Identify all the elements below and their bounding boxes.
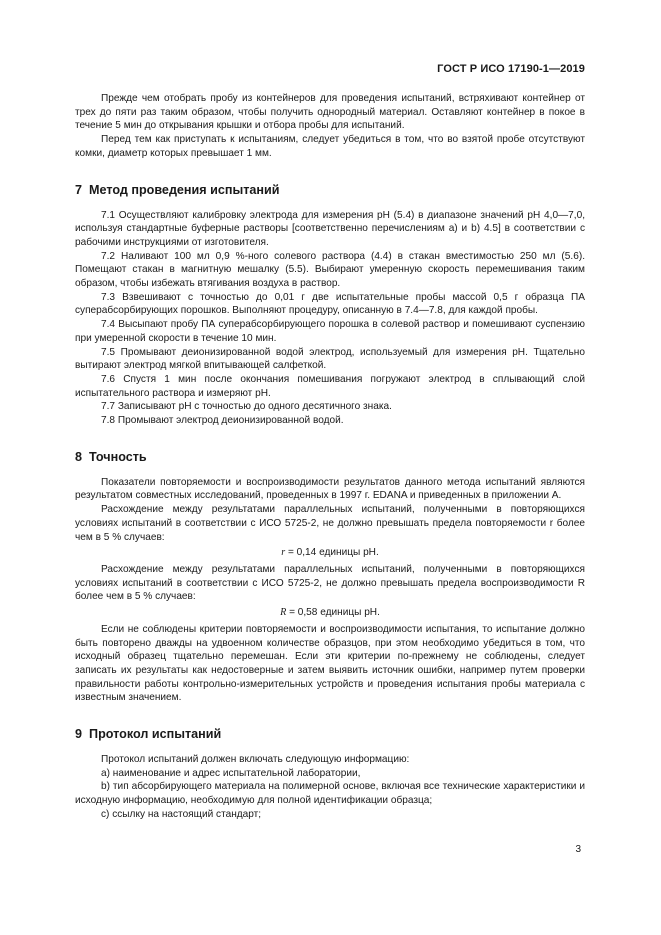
formula-reproducibility-variable: R (280, 607, 287, 619)
clause-7-2: 7.2 Наливают 100 мл 0,9 %-ного солевого раствора (4.4) в стакан вместимостью 250 мл (5.6). Помещают стакан в магнитную мешалку (5.5). Выбирают умеренную скорость перемешивания таким образом, чтобы избежать втягивания воздуха в раствор. (75, 250, 585, 290)
clause-7-3: 7.3 Взвешивают с точностью до 0,01 г две испытательные пробы массой 0,5 г образца ПА суперабсорбирующих порошков. Выполняют процедуру, описанную в 7.4—7.8, для каждой пробы. (75, 291, 585, 317)
formula-reproducibility-value: = 0,58 единицы pH. (286, 607, 380, 619)
section-8-number: 8 (75, 449, 83, 464)
document-code: ГОСТ Р ИСО 17190-1—2019 (437, 63, 585, 75)
clause-7-8: 7.8 Промывают электрод деионизированной водой. (101, 415, 344, 427)
section-9-number: 9 (75, 727, 83, 742)
formula-reproducibility (75, 606, 585, 620)
section-8-heading (75, 450, 585, 464)
section-8-title: Точность (89, 449, 147, 464)
clause-7-7: 7.7 Записывают pH с точностью до одного десятичного знака. (101, 401, 392, 413)
section-7-title: Метод проведения испытаний (89, 182, 280, 197)
clause-7-1: 7.1 Осуществляют калибровку электрода для измерения pH (5.4) в диапазоне значений pH 4,0—7,0, используя стандартные буферные растворы [соответственно перечислениям a) и b) 4.5] в соответствии с рабочими инструкциями от изготовителя. (75, 209, 585, 248)
section-7-number: 7 (75, 182, 83, 197)
clause-7-4: 7.4 Высыпают пробу ПА суперабсорбирующего порошка в солевой раствор и помешивают суспензию при умеренной скорости в течение 10 мин. (75, 319, 585, 344)
report-item-b: b) тип абсорбирующего материала на полимерной основе, включая все технические характеристики и исходную информацию, необходимую для полной идентификации образца; (75, 781, 585, 807)
section-7-heading (75, 183, 585, 197)
formula-repeatability-variable: r (281, 547, 286, 559)
report-lead: Протокол испытаний должен включать следующую информацию: (101, 754, 410, 766)
intro-paragraph-1: Прежде чем отобрать пробу из контейнеров для проведения испытаний, встряхивают контейнер от трех до пяти раз таким образом, чтобы получить однородный материал. Оставляют контейнер в покое в течение 5 мин до открывания крышки и отбора пробы для испытаний. (75, 93, 585, 132)
formula-repeatability (75, 546, 585, 560)
precision-paragraph-1: Показатели повторяемости и воспроизводимости результатов данного метода испытаний являются результатом совместных исследований, проведенных в 1997 г. EDANA и приведенных в приложении А. (75, 476, 585, 502)
precision-paragraph-3: Расхождение между результатами параллельных испытаний, полученными в повторяющихся условиях испытаний в соответствии с ИСО 5725-2, не должно превышать предела воспроизводимости R более чем в 5 % случаев: (75, 563, 585, 603)
precision-paragraph-4: Если не соблюдены критерии повторяемости и воспроизводимости испытания, то испытание должно быть повторено дважды на удвоенном количестве образцов, при этом необходимо убедиться в том, что исходный образец тщательно перемешан. Если эти критерии по-прежнему не соблюдены, следует записать их результаты как недостоверные и затем выявить источник ошибки, например путем проверки правильности работы контрольно-измерительных устройств и проведения испытания пробы материала с известным значением. (75, 623, 585, 704)
report-item-a: a) наименование и адрес испытательной лаборатории, (101, 767, 361, 779)
page-number: 3 (575, 844, 581, 855)
intro-paragraph-2: Перед тем как приступать к испытаниям, следует убедиться в том, что во взятой пробе отсутствуют комки, диаметр которых превышает 1 мм. (75, 134, 585, 159)
section-9-title: Протокол испытаний (89, 727, 222, 742)
clause-7-5: 7.5 Промывают деионизированной водой электрод, используемый для измерения pH. Тщательно вытирают электрод мягкой впитывающей салфеткой. (75, 346, 585, 372)
page-body (75, 92, 585, 822)
report-item-c: c) ссылку на настоящий стандарт; (101, 808, 262, 820)
clause-7-6: 7.6 Спустя 1 мин после окончания помешивания погружают электрод в сплывающий слой испытательного раствора и измеряют pH. (75, 373, 585, 399)
section-9-heading (75, 727, 585, 741)
precision-paragraph-2: Расхождение между результатами параллельных испытаний, полученными в повторяющихся условиях испытаний в соответствии с ИСО 5725-2, не должно превышать предела повторяемости r более чем в 5 % случаев: (75, 504, 585, 543)
formula-repeatability-value: = 0,14 единицы pH. (285, 547, 379, 559)
